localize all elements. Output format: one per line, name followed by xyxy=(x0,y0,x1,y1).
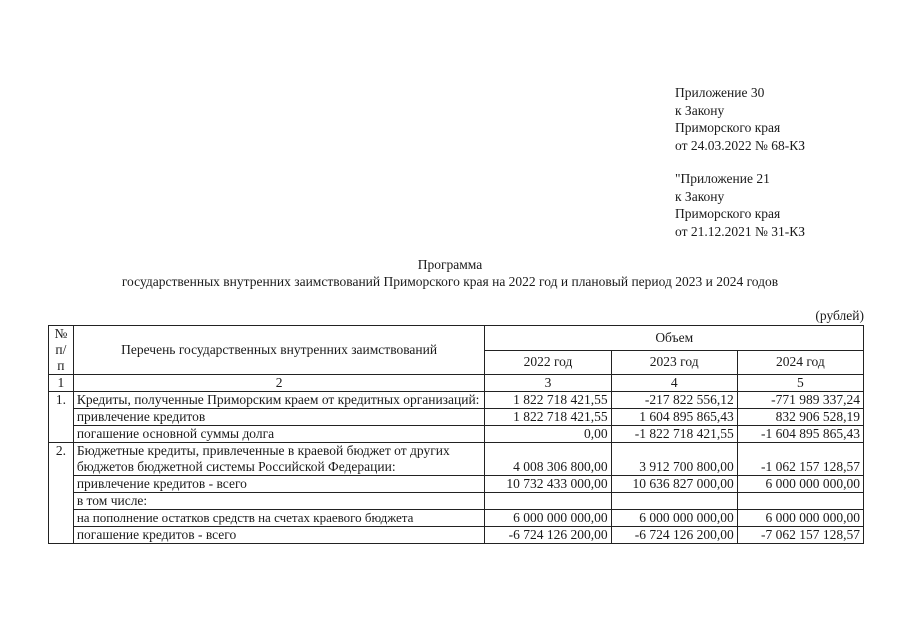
row-name: привлечение кредитов xyxy=(73,409,485,426)
appendix-current-reference xyxy=(675,84,805,154)
value-2023: -1 822 718 421,55 xyxy=(611,426,737,443)
document-title: Программа xyxy=(417,257,483,272)
value-2023: 3 912 700 800,00 xyxy=(611,443,737,476)
value-2024: -771 989 337,24 xyxy=(737,392,863,409)
row-name: привлечение кредитов - всего xyxy=(73,476,485,493)
column-index: 5 xyxy=(737,375,863,392)
header-name: Перечень государственных внутренних заимствований xyxy=(73,326,485,375)
appendix-law: к Закону xyxy=(675,102,725,118)
value-2024: -1 604 895 865,43 xyxy=(737,426,863,443)
table-row xyxy=(49,409,864,426)
value-2022: 6 000 000 000,00 xyxy=(485,510,611,527)
appendix-region: Приморского края xyxy=(675,206,781,221)
appendix-number: "Приложение 21 xyxy=(675,171,770,186)
appendix-law: к Закону xyxy=(675,188,725,204)
value-2023: -217 822 556,12 xyxy=(611,392,737,409)
value-2023: 6 000 000 000,00 xyxy=(611,510,737,527)
value-2022: 10 732 433 000,00 xyxy=(485,476,611,493)
value-2022 xyxy=(485,493,611,510)
column-index: 3 xyxy=(485,375,611,392)
column-index: 4 xyxy=(611,375,737,392)
column-index: 2 xyxy=(73,375,485,392)
borrowings-table xyxy=(48,325,864,544)
value-2023 xyxy=(611,493,737,510)
value-2023: -6 724 126 200,00 xyxy=(611,527,737,544)
header-year-2022: 2022 год xyxy=(485,350,611,375)
table-row xyxy=(49,527,864,544)
table-header-row xyxy=(49,326,864,351)
row-name: на пополнение остатков средств на счетах краевого бюджета xyxy=(73,510,485,527)
header-volume: Объем xyxy=(485,326,864,351)
appendix-date: от 24.03.2022 № 68-КЗ xyxy=(675,137,805,153)
value-2023: 10 636 827 000,00 xyxy=(611,476,737,493)
value-2022: -6 724 126 200,00 xyxy=(485,527,611,544)
units-label: (рублей) xyxy=(815,308,864,323)
value-2023: 1 604 895 865,43 xyxy=(611,409,737,426)
value-2022: 4 008 306 800,00 xyxy=(485,443,611,476)
table-row xyxy=(49,392,864,409)
row-name: погашение основной суммы долга xyxy=(73,426,485,443)
table-row xyxy=(49,443,864,476)
appendix-previous-reference xyxy=(675,170,805,240)
value-2024: -7 062 157 128,57 xyxy=(737,527,863,544)
appendix-date: от 21.12.2021 № 31-КЗ xyxy=(675,223,805,239)
column-index: 1 xyxy=(49,375,74,392)
header-year-2024: 2024 год xyxy=(737,350,863,375)
table-row xyxy=(49,493,864,510)
header-num: № п/п xyxy=(49,326,74,375)
document-subtitle: государственных внутренних заимствований Приморского края на 2022 год и плановый период 2023 и 2024 годов xyxy=(121,274,779,289)
column-index-row xyxy=(49,375,864,392)
value-2022: 1 822 718 421,55 xyxy=(485,392,611,409)
row-name: в том числе: xyxy=(73,493,485,510)
table-row xyxy=(49,426,864,443)
value-2024: -1 062 157 128,57 xyxy=(737,443,863,476)
value-2022: 0,00 xyxy=(485,426,611,443)
value-2024: 6 000 000 000,00 xyxy=(737,476,863,493)
table-row xyxy=(49,476,864,493)
row-name: погашение кредитов - всего xyxy=(73,527,485,544)
value-2024: 832 906 528,19 xyxy=(737,409,863,426)
header-year-2023: 2023 год xyxy=(611,350,737,375)
appendix-number: Приложение 30 xyxy=(675,85,765,100)
value-2024 xyxy=(737,493,863,510)
row-number: 2. xyxy=(49,443,74,544)
value-2024: 6 000 000 000,00 xyxy=(737,510,863,527)
appendix-region: Приморского края xyxy=(675,120,781,135)
row-name: Кредиты, полученные Приморским краем от кредитных организаций: xyxy=(73,392,485,409)
table-row xyxy=(49,510,864,527)
value-2022: 1 822 718 421,55 xyxy=(485,409,611,426)
row-name: Бюджетные кредиты, привлеченные в краевой бюджет от других бюджетов бюджетной системы Российской Федерации: xyxy=(73,443,485,476)
row-number: 1. xyxy=(49,392,74,443)
